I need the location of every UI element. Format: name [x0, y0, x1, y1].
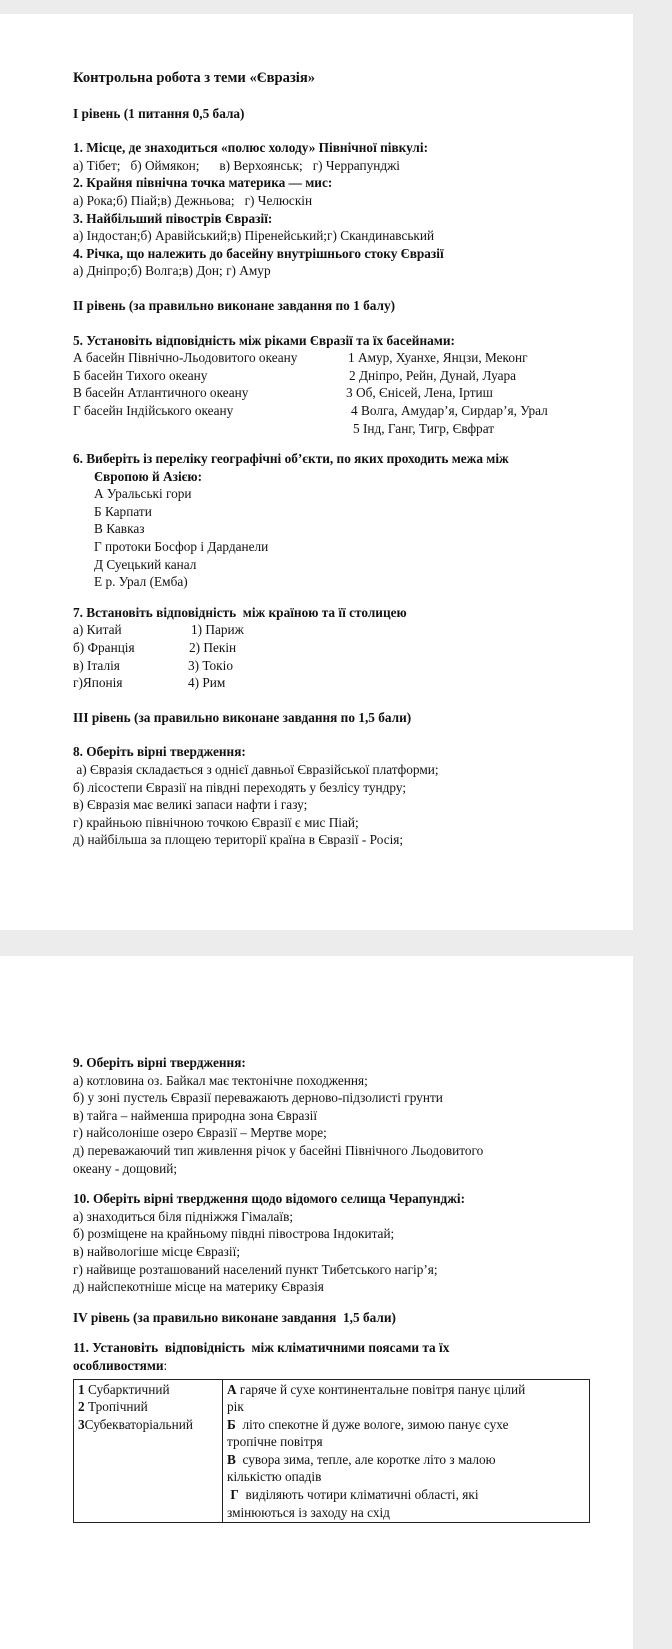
question-9-option: океану - дощовий;: [73, 1160, 178, 1176]
question-1-options: а) Тібет; б) Оймякон; в) Верхоянськ; г) Черрапунджі: [73, 157, 401, 173]
level-3-heading: ІІІ рівень (за правильно виконане завдання по 1,5 бали): [73, 709, 412, 725]
feature-continued: тропічне повітря: [227, 1434, 323, 1450]
capital-item: 3) Токіо: [188, 657, 233, 673]
level-1-heading: І рівень (1 питання 0,5 бала): [73, 105, 245, 121]
capital-item: 1) Париж: [191, 622, 244, 638]
basin-item: В басейн Атлантичного океану: [73, 385, 249, 401]
document-title: Контрольна робота з теми «Євразія»: [73, 70, 316, 86]
belt-name: Субарктичний: [84, 1381, 170, 1397]
feature-letter: Б: [227, 1416, 236, 1432]
belt-name: Субекваторіальний: [84, 1416, 193, 1432]
question-11-colon: :: [163, 1357, 168, 1373]
capital-item: 4) Рим: [188, 675, 226, 691]
question-10-option: г) найвище розташований населений пункт Тибетського нагір’я;: [73, 1261, 438, 1277]
climate-features-cell: [223, 1379, 590, 1523]
question-3-options: а) Індостан;б) Аравійський;в) Піренейський;г) Скандинавський: [73, 228, 435, 244]
question-5-rivers: [348, 349, 548, 437]
question-4-options: а) Дніпро;б) Волга;в) Дон; г) Амур: [73, 263, 271, 279]
feature-item: [227, 1486, 585, 1504]
question-9: 9. Оберіть вірні твердження:: [73, 1055, 246, 1070]
question-4: 4. Річка, що належить до басейну внутрішнього стоку Євразії: [73, 245, 444, 261]
feature-item: [227, 1381, 585, 1399]
river-group: 3 Об, Єнісей, Лена, Іртиш: [346, 385, 493, 401]
question-10-option: в) найвологіше місце Євразії;: [73, 1243, 241, 1259]
page-2-content: [73, 1054, 613, 1523]
question-8-option: в) Євразія має великі запаси нафти і газу;: [73, 797, 308, 813]
question-8-option: б) лісостепи Євразії на півдні переходять у безлісу тундру;: [73, 779, 407, 795]
question-10-option: а) знаходиться біля підніжжя Гімалаїв;: [73, 1208, 294, 1224]
basin-item: Г басейн Індійського океану: [73, 402, 234, 418]
question-11-continued-text: особливостями: [73, 1357, 164, 1373]
question-5-basins: [73, 349, 348, 437]
country-item: а) Китай: [73, 622, 122, 638]
river-group: 1 Амур, Хуанхе, Янцзи, Меконг: [348, 350, 528, 366]
feature-text: сувора зима, тепле, але коротке літо з малою: [235, 1451, 496, 1467]
feature-letter: А: [227, 1381, 237, 1397]
belt-number: 2: [78, 1399, 85, 1415]
question-5-matching: [73, 349, 613, 437]
feature-continued: рік: [227, 1399, 244, 1415]
climate-matching-table: [73, 1379, 590, 1524]
belt-number: 3: [78, 1416, 85, 1432]
feature-continued: змінюються із заходу на схід: [227, 1504, 390, 1520]
level-2-heading: ІІ рівень (за правильно виконане завдання по 1 балу): [73, 297, 396, 313]
page-1-content: [73, 70, 613, 849]
question-2-options: а) Рока;б) Піай;в) Дежньова; г) Челюскін: [73, 192, 313, 208]
question-9-option: а) котловина оз. Байкал має тектонічне походження;: [73, 1072, 368, 1088]
question-9-option: в) тайга – найменша природна зона Євразії: [73, 1107, 318, 1123]
question-6-continued: Європою й Азією:: [94, 468, 202, 484]
basin-item: Б басейн Тихого океану: [73, 367, 208, 383]
feature-text: виділяють чотири кліматичні області, які: [238, 1487, 479, 1503]
question-8-option: а) Євразія складається з однієї давньої Євразійської платформи;: [73, 762, 439, 777]
question-1: 1. Місце, де знаходиться «полюс холоду» Північної півкулі:: [73, 140, 428, 156]
country-item: в) Італія: [73, 657, 120, 673]
question-7: 7. Встановіть відповідність між країною та її столицею: [73, 604, 407, 620]
basin-item: А басейн Північно-Льодовитого океану: [73, 350, 298, 366]
question-8-option: г) крайньою північною точкою Євразії є мис Піай;: [73, 814, 359, 830]
belt-item: [78, 1381, 218, 1399]
feature-text: гаряче й сухе континентальне повітря панує цілий: [236, 1381, 526, 1397]
question-5: 5. Установіть відповідність між ріками Євразії та їх басейнами:: [73, 332, 455, 348]
question-9-option: б) у зоні пустель Євразії переважають дерново-підзолисті грунти: [73, 1090, 443, 1106]
feature-letter: Г: [227, 1487, 239, 1503]
level-4-heading: ІV рівень (за правильно виконане завдання 1,5 бали): [73, 1309, 396, 1325]
question-6-option: А Уральські гори: [94, 486, 192, 502]
country-item: б) Франція: [73, 640, 135, 656]
question-2: 2. Крайня північна точка материка — мис:: [73, 175, 333, 191]
river-group: 5 Інд, Ганг, Тигр, Євфрат: [353, 420, 495, 436]
country-item: г)Японія: [73, 675, 123, 691]
question-10-option: д) найспекотніше місце на материку Євразія: [73, 1279, 324, 1295]
question-8: 8. Оберіть вірні твердження:: [73, 744, 246, 760]
belt-number: 1: [78, 1381, 85, 1397]
feature-item: [227, 1451, 585, 1469]
river-group: 2 Дніпро, Рейн, Дунай, Луара: [349, 367, 517, 383]
question-11-continued: [73, 1357, 613, 1375]
question-6-option: Г протоки Босфор і Дарданели: [94, 539, 269, 555]
feature-letter: В: [227, 1451, 236, 1467]
question-8-option: д) найбільша за площею території країна в Євразії - Росія;: [73, 832, 404, 848]
belt-name: Тропічний: [84, 1399, 148, 1415]
question-11: 11. Установіть відповідність між кліматичними поясами та їх: [73, 1340, 450, 1356]
feature-item: [227, 1416, 585, 1434]
climate-belts-cell: [74, 1379, 223, 1523]
feature-text: літо спекотне й дуже вологе, зимою панує сухе: [235, 1416, 509, 1432]
question-7-capitals: [188, 621, 244, 691]
question-7-matching: [73, 621, 613, 691]
question-10: 10. Оберіть вірні твердження щодо відомого селища Черапунджі:: [73, 1191, 466, 1207]
belt-item: [78, 1398, 218, 1416]
table-row: [74, 1379, 590, 1523]
question-9-option: г) найсолоніше озеро Євразії – Мертве море;: [73, 1125, 327, 1141]
page-2: [0, 956, 633, 1649]
question-6-option: Д Суецький канал: [94, 556, 197, 572]
question-6-option: Б Карпати: [94, 503, 152, 519]
belt-item: [78, 1416, 218, 1434]
question-10-option: б) розміщене на крайньому півдні півострова Індокитай;: [73, 1226, 395, 1242]
question-7-countries: [73, 621, 191, 691]
capital-item: 2) Пекін: [189, 640, 237, 656]
question-6-option: В Кавказ: [94, 521, 145, 537]
question-9-option: д) переважаючий тип живлення річок у басейні Північного Льодовитого: [73, 1142, 484, 1158]
question-3: 3. Найбільший півострів Євразії:: [73, 210, 273, 226]
question-6: 6. Виберіть із переліку географічні об’єкти, по яких проходить межа між: [73, 451, 509, 467]
page-1: [0, 14, 633, 930]
question-6-option: Е р. Урал (Емба): [94, 574, 188, 590]
feature-continued: кількістю опадів: [227, 1469, 322, 1485]
river-group: 4 Волга, Амудар’я, Сирдар’я, Урал: [351, 402, 548, 418]
